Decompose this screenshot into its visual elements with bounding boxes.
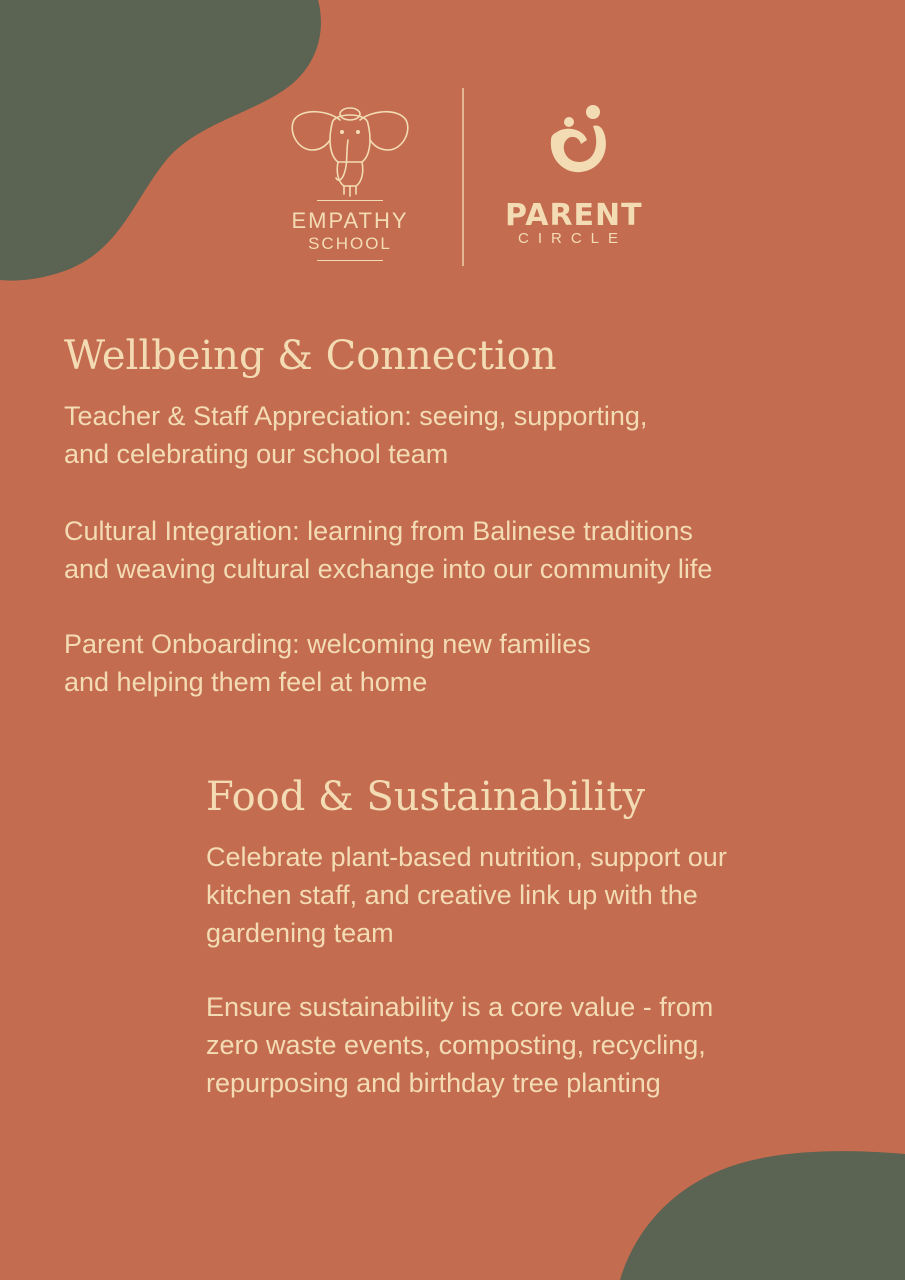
wellbeing-paragraph-3 [64,625,591,701]
paragraph-line: Celebrate plant-based nutrition, support our [206,842,727,872]
wellbeing-paragraph-2 [64,512,712,588]
corner-blob-bottom-right [620,1150,905,1280]
logo-divider [462,88,464,266]
circle-wordmark: CIRCLE [517,230,627,247]
empathy-school-logo [280,100,420,260]
food-paragraph-1 [206,838,727,952]
paragraph-line: repurposing and birthday tree planting [206,1068,661,1098]
paragraph-line: kitchen staff, and creative link up with the [206,880,698,910]
empathy-wordmark: EMPATHY [291,208,409,233]
parent-circle-logo [505,102,655,262]
wellbeing-paragraph-1 [64,397,647,473]
logo-rule-bottom [317,260,383,261]
paragraph-line: Teacher & Staff Appreciation: seeing, supporting, [64,401,648,431]
parent-circle-mark-icon [543,102,611,178]
food-paragraph-2 [206,988,713,1102]
food-heading: Food & Sustainability [206,774,646,820]
paragraph-line: gardening team [206,918,394,948]
logo-rule-top [317,200,383,201]
wellbeing-heading: Wellbeing & Connection [64,333,557,379]
paragraph-line: zero waste events, composting, recycling, [206,1030,706,1060]
paragraph-line: and weaving cultural exchange into our community life [64,554,713,584]
elephant-line-icon [288,100,412,198]
paragraph-line: and helping them feel at home [64,667,428,697]
paragraph-line: Cultural Integration: learning from Balinese traditions [64,516,693,546]
logo-bar [280,88,660,268]
school-wordmark: SCHOOL [308,234,392,253]
paragraph-line: and celebrating our school team [64,439,449,469]
paragraph-line: Parent Onboarding: welcoming new families [64,629,591,659]
parent-wordmark: PARENT [505,198,643,233]
paragraph-line: Ensure sustainability is a core value - from [206,992,714,1022]
